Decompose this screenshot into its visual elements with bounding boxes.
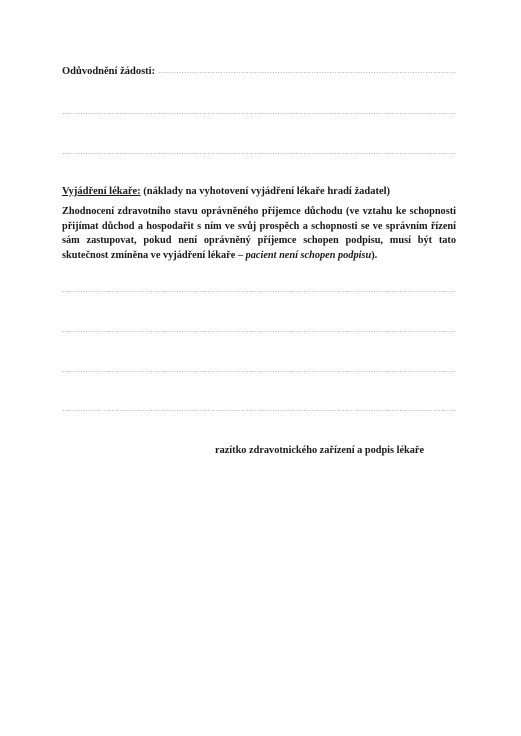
justification-label: Odůvodnění žádosti: [62,66,156,77]
doctor-line-3[interactable] [62,371,456,372]
doctor-line-4[interactable] [62,410,456,411]
doctor-line-2[interactable] [62,331,456,332]
justification-line-3[interactable] [62,153,456,154]
signature-label: razítko zdravotnického zařízení a podpis lékaře [215,445,425,456]
justification-line-2[interactable] [62,113,456,114]
doctor-heading-row [62,186,456,197]
doctor-heading: Vyjádření lékaře: [62,186,141,197]
instructions-end: ). [371,249,378,261]
justification-row [62,66,456,77]
doctor-line-1[interactable] [62,291,456,292]
doctor-instructions [62,205,456,263]
instructions-italic: pacient není schopen podpisu [245,249,372,261]
instructions-main: Zhodnocení zdravotního stavu oprávněného příjemce důchodu (ve vztahu ke schopnosti přijímat důchod a hospodařit s ním ve svůj prospěch a schopnosti se ve správním řízení sám zastupovat, pokud není oprávněný příjemce schopen podpisu, musí být tato skutečnost zmíněna ve vyjádření lékaře – [62,206,456,261]
justification-line-1[interactable] [158,72,456,73]
doctor-note: (náklady na vyhotovení vyjádření lékaře hradí žadatel) [140,186,391,197]
